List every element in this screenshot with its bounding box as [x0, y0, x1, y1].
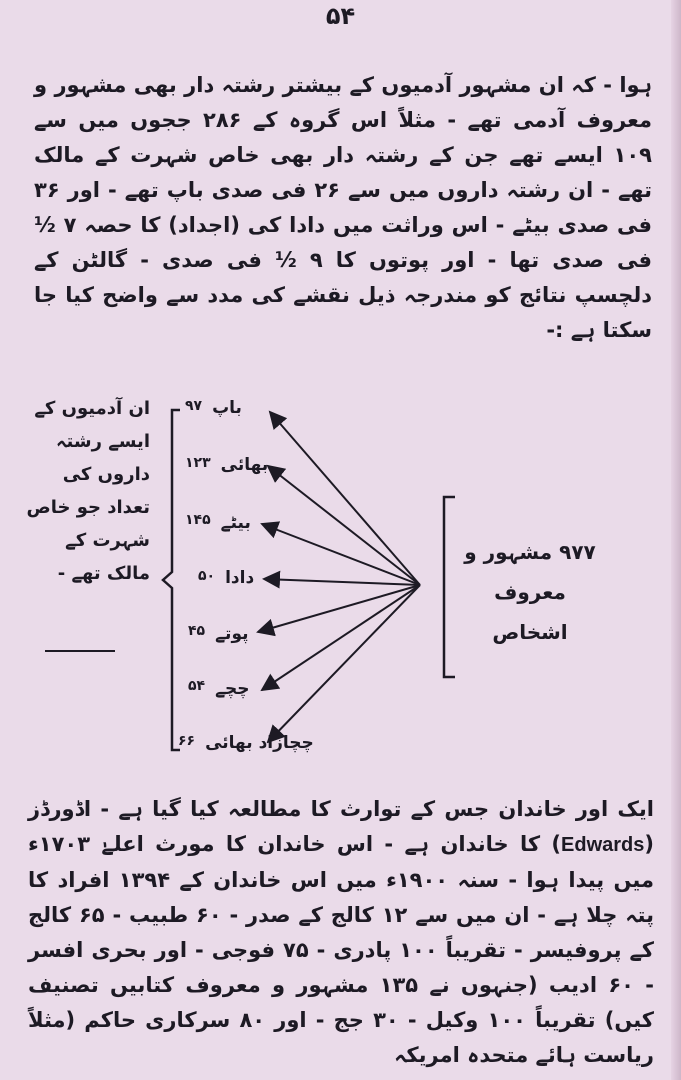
relative-label: دادا: [225, 568, 255, 588]
arrow-sons: [262, 524, 420, 585]
page-number: ۵۴: [325, 2, 356, 30]
relative-label: چچے: [215, 679, 250, 699]
relative-label: بھائی: [220, 455, 269, 475]
arrow-cousins: [268, 585, 420, 742]
arrow-grandfathers: [264, 579, 420, 585]
arrow-uncles: [262, 585, 420, 690]
relative-count: ۴۵: [188, 623, 206, 639]
bottom-text-2: ) کا خاندان ہے - اس خاندان کا مورث اعلےٰ ۱۷۰۳ء میں پیدا ہوا - سنہ ۱۹۰۰ء میں اس خاندان کے ۱۳۹۴ افراد کا پتہ چلا ہے - ان میں سے ۱۲ کالج کے صدر - ۶۰ طبیب - ۶۵ کالج کے پروفیسر - تقریباً ۱۰۰ پادری - ۷۵ فوجی - اور بحری افسر - ۶۰ ادیب (جنہوں نے ۱۳۵ مشہور و معروف کتابیں تصنیف کیں) تقریباً ۱۰۰ وکیل - ۳۰ جج - اور ۸۰ سرکاری حاکم (مثلاً ریاست ہائے متحدہ امریکہ: [28, 832, 654, 1067]
relative-count: ۶۶: [178, 733, 196, 749]
top-paragraph: ہوا - کہ ان مشہور آدمیوں کے بیشتر رشتہ دار بھی مشہور و معروف آدمی تھے - مثلاً اس گروہ کے ۲۸۶ ججوں میں سے ۱۰۹ ایسے تھے جن کے رشتہ دار بھی خاص شہرت کے مالک تھے - ان رشتہ داروں میں سے ۲۶ فی صدی باپ تھے - اور ۳۶ فی صدی بیٹے - اس وراثت میں دادا کی (اجداد) کا حصہ ۷ ½ فی صدی تھا - اور پوتوں کا ۹ ½ فی صدی - گالٹن کے دلچسپ نتائج کو مندرجہ ذیل نقشے کی مدد سے واضح کیا جا سکتا ہے :-: [34, 73, 653, 342]
relative-count: ۱۲۳: [185, 455, 211, 471]
relative-label: پوتے: [215, 624, 249, 644]
relative-count: ۵۰: [198, 568, 216, 584]
left-note: ان آدمیوں کے ایسے رشتہ داروں کی تعداد جو خاص شہرت کے مالک تھے -: [26, 398, 150, 584]
group-label: ۹۷۷ مشہور و معروف اشخاص: [464, 540, 596, 644]
relative-count: ۱۴۵: [185, 512, 211, 528]
edwards-latin: Edwards: [561, 834, 645, 856]
bottom-text-1: ایک اور خاندان جس کے توارث کا مطالعہ کیا گیا ہے - اڈورڈز (: [28, 797, 654, 856]
arrow-grandsons: [258, 585, 420, 632]
relative-label: باپ: [212, 398, 242, 418]
relative-label: بیٹے: [220, 513, 251, 533]
bottom-paragraph: [28, 792, 654, 1073]
relative-count: ۵۴: [188, 678, 206, 694]
relative-label: چچازاد بھائی: [205, 733, 314, 753]
relative-count: ۹۷: [185, 398, 203, 414]
arrow-fathers: [270, 412, 420, 585]
arrow-brothers: [268, 466, 420, 585]
